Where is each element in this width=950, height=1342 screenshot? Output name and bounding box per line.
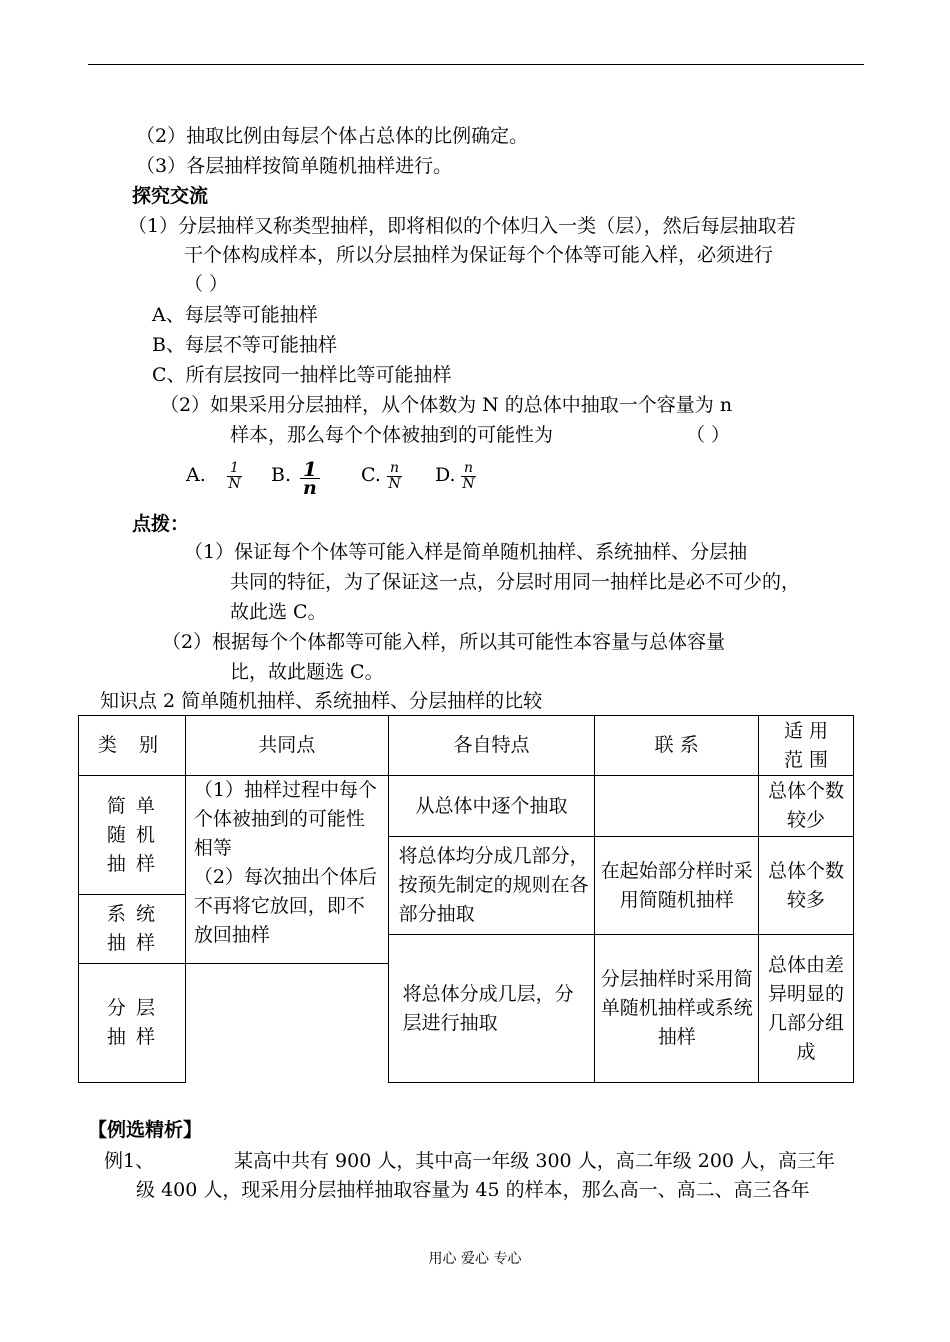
option-a: A、每层等可能抽样 xyxy=(152,304,318,326)
answer-blank: （ ） xyxy=(686,424,731,446)
choice-a-label: A. xyxy=(186,464,206,486)
choice-d-label: D. xyxy=(435,464,456,486)
hint-text: （1）保证每个个体等可能入样是简单随机抽样、系统抽样、分层抽 xyxy=(184,541,748,563)
numerator: 1 xyxy=(300,460,320,479)
hint-text: （2）根据每个个体都等可能入样，所以其可能性本容量与总体容量 xyxy=(162,631,726,653)
question-text: 干个体构成样本，所以分层抽样为保证每个个体等可能入样，必须进行 xyxy=(184,244,774,266)
denominator: N xyxy=(228,476,241,492)
table-header-row xyxy=(79,716,854,776)
question-text: 样本，那么每个个体被抽到的可能性为 xyxy=(230,424,554,446)
section-heading: 点拨： xyxy=(132,513,190,535)
category-stratified: 分 层 抽 样 xyxy=(79,964,186,1083)
link-stratified: 分层抽样时采用简单随机抽样或系统抽样 xyxy=(595,935,759,1083)
feature-stratified: 将总体分成几层，分层进行抽取 xyxy=(388,935,595,1083)
question-text: （1）分层抽样又称类型抽样，即将相似的个体归入一类（层），然后每层抽取若 xyxy=(128,215,796,237)
answer-blank: （ ） xyxy=(184,273,229,295)
link-systematic: 在起始部分样时采用简随机抽样 xyxy=(595,837,759,935)
numerator: n xyxy=(461,461,476,477)
option-c: C、所有层按同一抽样比等可能抽样 xyxy=(152,364,452,386)
category-simple-random: 简 单 随 机 抽 样 xyxy=(79,776,186,895)
feature-simple-random: 从总体中逐个抽取 xyxy=(388,776,595,837)
choice-a-fraction xyxy=(227,461,242,492)
link-simple-random xyxy=(595,776,759,837)
header-range: 适 用 范 围 xyxy=(759,716,854,776)
denominator: N xyxy=(388,476,401,492)
hint-text: 比，故此题选 C。 xyxy=(230,661,384,683)
common-points-cell xyxy=(185,776,388,964)
range-stratified: 总体由差异明显的几部分组成 xyxy=(759,935,854,1083)
header-link: 联 系 xyxy=(595,716,759,776)
question-text: （2）如果采用分层抽样，从个体数为 N 的总体中抽取一个容量为 n xyxy=(160,394,733,416)
numerator: n xyxy=(387,461,402,477)
choice-b-label: B. xyxy=(271,464,292,486)
example-text: 级 400 人，现采用分层抽样抽取容量为 45 的样本，那么高一、高二、高三各年 xyxy=(136,1179,810,1201)
range-simple-random: 总体个数较少 xyxy=(759,776,854,837)
header-category: 类 别 xyxy=(79,716,186,776)
common-points-text: （1）抽样过程中每个个体被抽到的可能性相等 （2）每次抽出个体后不再将它放回，即不放回抽样 xyxy=(193,779,377,946)
section-heading: 探究交流 xyxy=(132,185,209,207)
category-systematic: 系 统 抽 样 xyxy=(79,895,186,964)
choice-c-label: C. xyxy=(361,464,381,486)
hint-text: 故此选 C。 xyxy=(230,601,327,623)
text-line: （3）各层抽样按简单随机抽样进行。 xyxy=(136,155,453,177)
numerator: 1 xyxy=(227,461,242,477)
section-heading: 【例选精析】 xyxy=(88,1119,203,1141)
hint-text: 共同的特征，为了保证这一点，分层时用同一抽样比是必不可少的， xyxy=(230,571,801,593)
table-row xyxy=(79,776,854,837)
denominator: n xyxy=(303,477,317,499)
option-b: B、每层不等可能抽样 xyxy=(152,334,337,356)
example-label: 例1、 xyxy=(104,1150,155,1172)
header-rule xyxy=(88,64,864,65)
header-common: 共同点 xyxy=(185,716,388,776)
denominator: N xyxy=(462,476,475,492)
feature-systematic: 将总体均分成几部分，按预先制定的规则在各部分抽取 xyxy=(388,837,595,935)
choice-c-fraction xyxy=(387,461,402,492)
choice-d-fraction xyxy=(461,461,476,492)
range-systematic: 总体个数较多 xyxy=(759,837,854,935)
knowledge-point-title: 知识点 2 简单随机抽样、系统抽样、分层抽样的比较 xyxy=(100,690,543,712)
header-features: 各自特点 xyxy=(388,716,595,776)
choice-b-fraction xyxy=(300,457,320,499)
text-line: （2）抽取比例由每层个体占总体的比例确定。 xyxy=(136,125,529,147)
page-footer: 用心 爱心 专心 xyxy=(428,1251,522,1267)
example-text: 某高中共有 900 人，其中高一年级 300 人，高二年级 200 人，高三年 xyxy=(234,1150,836,1172)
comparison-table xyxy=(78,715,854,1083)
